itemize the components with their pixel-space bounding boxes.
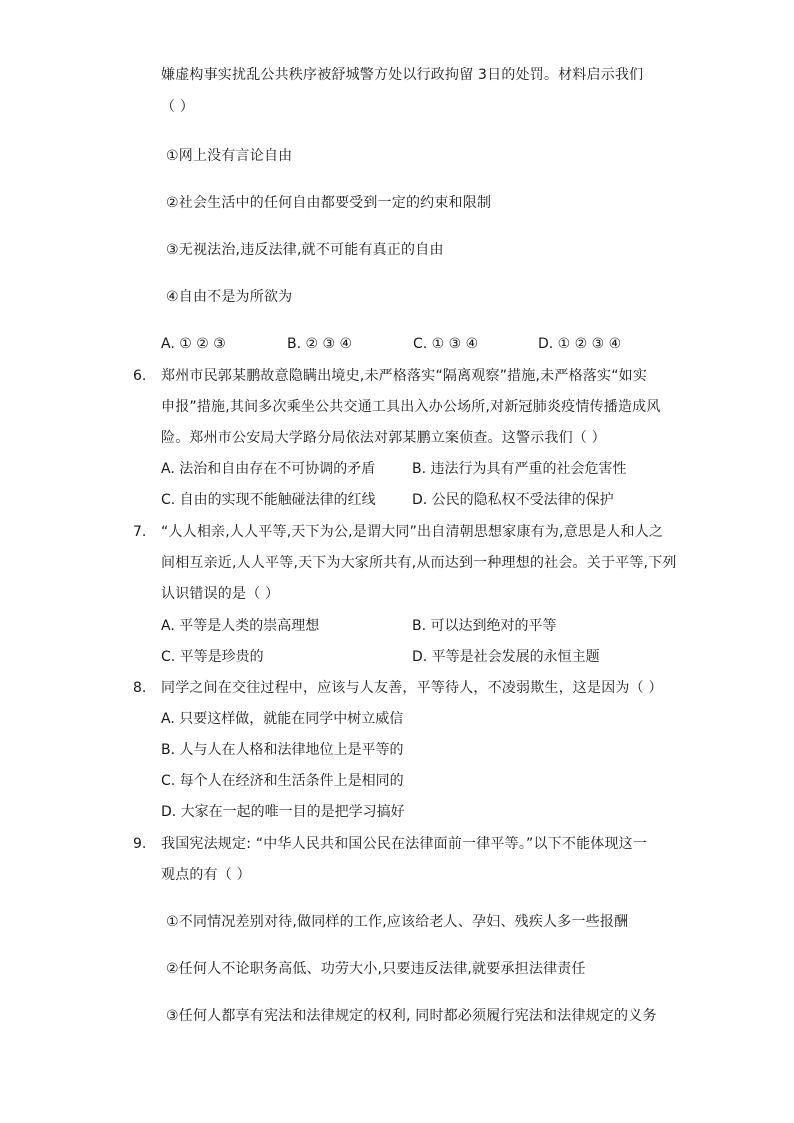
q6-option-a: A. 法治和自由存在不可协调的矛盾 xyxy=(161,461,376,477)
q7-number: 7. xyxy=(133,524,147,540)
q9-item-2: ②任何人不论职务高低、功劳大小,只要违反法律,就要承担法律责任 xyxy=(166,961,586,977)
q5-stem-line-1: 嫌虚构事实扰乱公共秩序被舒城警方处以行政拘留 3日的处罚。材料启示我们 xyxy=(161,67,644,83)
q9-stem-line-2: 观点的有（ ） xyxy=(161,867,251,883)
q7-option-b: B. 可以达到绝对的平等 xyxy=(412,618,557,634)
q7-option-c: C. 平等是珍贵的 xyxy=(161,649,264,665)
q5-option-b: B. ② ③ ④ xyxy=(287,336,353,352)
q5-answer-bracket: （ ） xyxy=(161,99,195,115)
q5-option-c: C. ① ③ ④ xyxy=(413,336,479,352)
q6-number: 6. xyxy=(133,368,147,384)
q5-item-1: ①网上没有言论自由 xyxy=(166,148,293,164)
q5-item-3: ③无视法治,违反法律,就不可能有真正的自由 xyxy=(166,242,444,258)
q6-option-c: C. 自由的实现不能触碰法律的红线 xyxy=(161,492,376,508)
q9-stem-line-1: 我国宪法规定: “中华人民共和国公民在法律面前一律平等。”以下不能体现这一 xyxy=(161,836,648,852)
q9-item-3: ③任何人都享有宪法和法律规定的权利, 同时都必须履行宪法和法律规定的义务 xyxy=(166,1008,657,1024)
q9-number: 9. xyxy=(133,836,147,852)
q7-option-d: D. 平等是社会发展的永恒主题 xyxy=(412,649,600,665)
q8-option-c: C. 每个人在经济和生活条件上是相同的 xyxy=(161,773,404,789)
q6-option-b: B. 违法行为具有严重的社会危害性 xyxy=(412,461,627,477)
q7-stem-line-1: “人人相亲,人人平等,天下为公,是谓大同”出自清朝思想家康有为,意思是人和人之 xyxy=(161,524,664,540)
q8-option-d: D. 大家在一起的唯一目的是把学习搞好 xyxy=(161,804,405,820)
q9-item-1: ①不同情况差别对待,做同样的工作,应该给老人、孕妇、残疾人多一些报酬 xyxy=(166,914,629,930)
q5-item-4: ④自由不是为所欲为 xyxy=(166,289,293,305)
q8-option-a: A. 只要这样做，就能在同学中树立威信 xyxy=(161,711,404,727)
q7-stem-line-3: 认识错误的是（ ） xyxy=(161,586,280,602)
q7-option-a: A. 平等是人类的崇高理想 xyxy=(161,618,320,634)
q5-option-a: A. ① ② ③ xyxy=(161,336,226,352)
q6-stem-line-3: 险。郑州市公安局大学路分局依法对郭某鹏立案侦查。这警示我们（ ） xyxy=(161,430,606,446)
q8-stem-line-1: 同学之间在交往过程中，应该与人友善，平等待人，不凌弱欺生，这是因为（ ） xyxy=(161,680,663,696)
q8-number: 8. xyxy=(133,680,147,696)
q7-stem-line-2: 间相互亲近,人人平等,天下为大家所共有,从而达到一种理想的社会。关于平等,下列 xyxy=(161,555,677,571)
q5-option-d: D. ① ② ③ ④ xyxy=(538,336,622,352)
q6-option-d: D. 公民的隐私权不受法律的保护 xyxy=(412,492,614,508)
q6-stem-line-2: 申报”措施,其间多次乘坐公共交通工具出入办公场所,对新冠肺炎疫情传播造成风 xyxy=(161,399,661,415)
q5-item-2: ②社会生活中的任何自由都要受到一定的约束和限制 xyxy=(166,195,492,211)
q6-stem-line-1: 郑州市民郭某鹏故意隐瞒出境史,未严格落实“隔离观察”措施,未严格落实“如实 xyxy=(161,368,648,384)
q8-option-b: B. 人与人在人格和法律地位上是平等的 xyxy=(161,742,404,758)
